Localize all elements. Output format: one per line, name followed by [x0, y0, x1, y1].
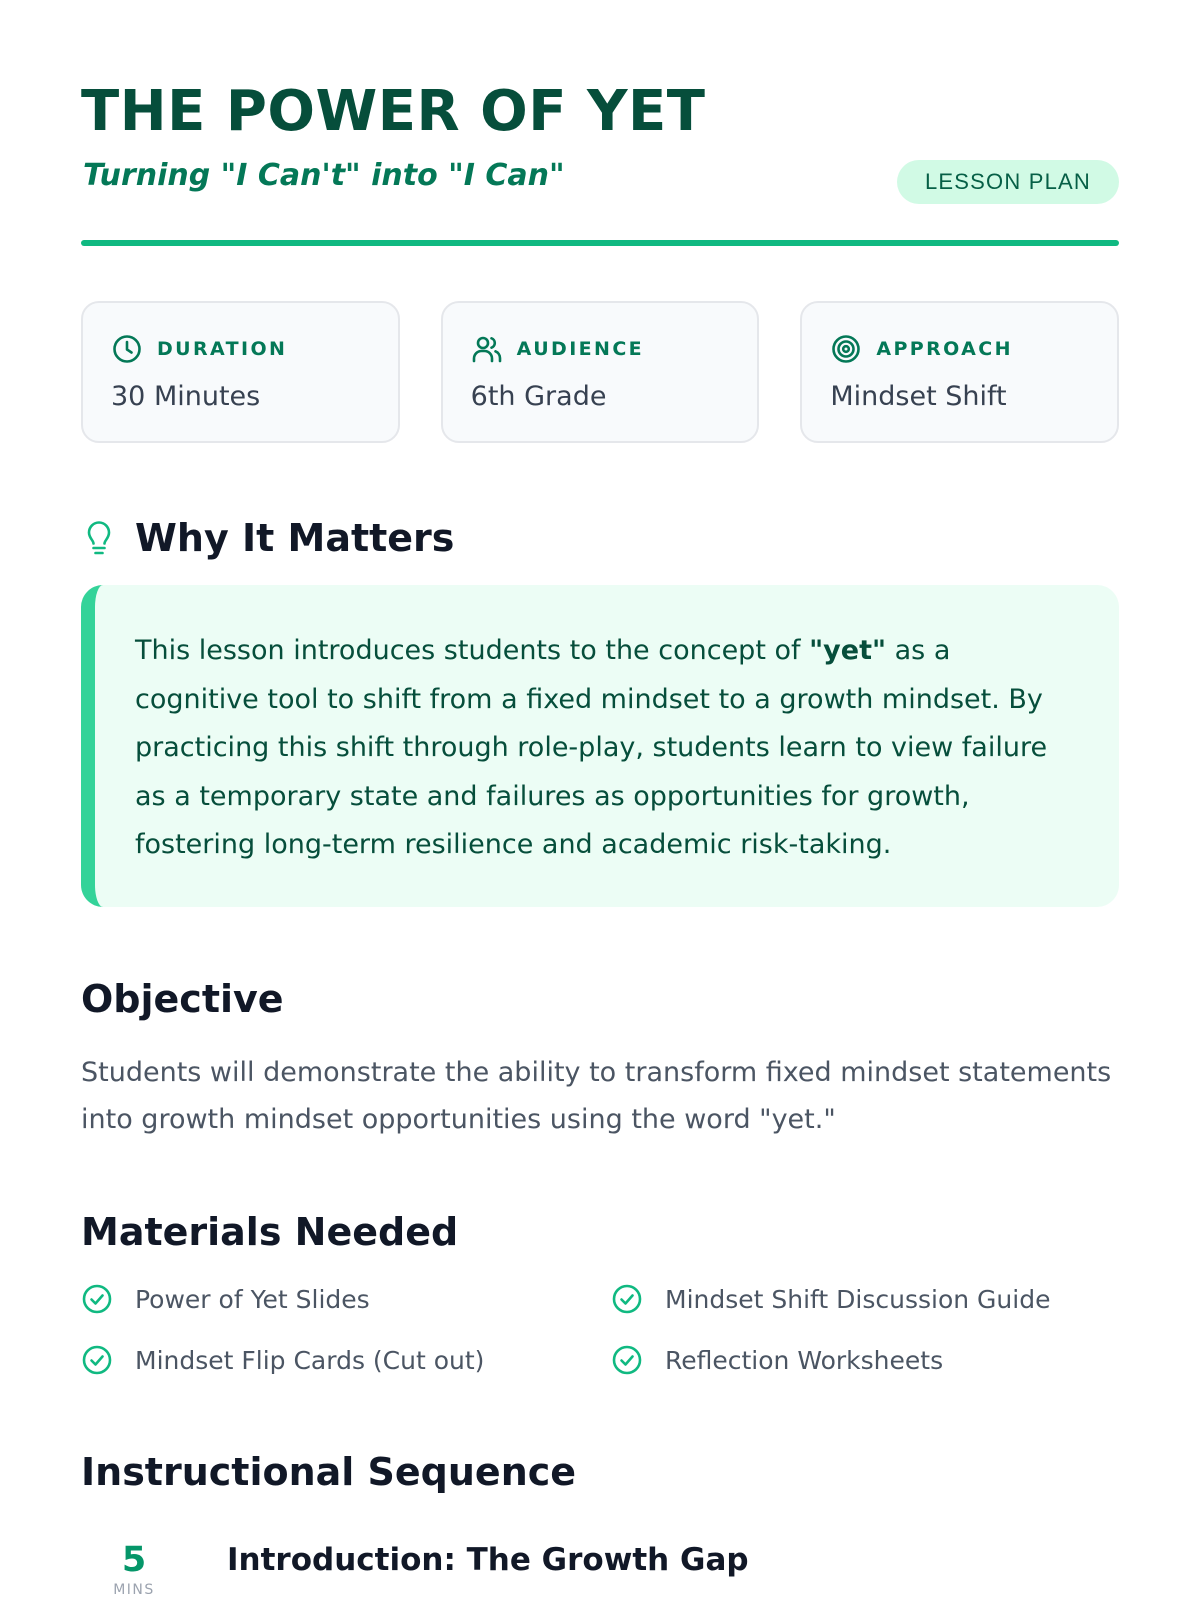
material-item [81, 1282, 611, 1316]
step-minutes: 5 [121, 1540, 147, 1580]
step-minutes-unit: MINS [113, 1582, 155, 1598]
materials-title: Materials Needed [81, 1210, 459, 1254]
objective-title: Objective [81, 977, 284, 1021]
sequence-step [81, 1540, 1119, 1600]
audience-card [441, 301, 760, 443]
audience-card-header [471, 331, 730, 367]
step-duration [81, 1540, 187, 1600]
approach-card-header [830, 331, 1089, 367]
step-title: Introduction: The Growth Gap [227, 1542, 749, 1578]
target-icon [830, 333, 862, 365]
why-it-matters-callout [81, 585, 1119, 907]
check-circle-icon [611, 1344, 643, 1376]
page-title: THE POWER OF YET [81, 79, 706, 144]
duration-card [81, 301, 400, 443]
page-subtitle: Turning "I Can't" into "I Can" [83, 158, 565, 193]
info-cards [81, 301, 1119, 443]
why-text-end: as a cognitive tool to shift from a fixed mindset to a growth mindset. By practicing this shift through role-play, students learn to view failure as a temporary state and failures as opportunities for growth, fostering long-term resilience and academic risk-taking. [135, 635, 1048, 860]
material-label: Mindset Shift Discussion Guide [665, 1284, 1051, 1314]
duration-card-header [111, 331, 370, 367]
material-label: Power of Yet Slides [135, 1284, 370, 1314]
approach-card [800, 301, 1119, 443]
audience-label: AUDIENCE [516, 338, 645, 360]
objective-text: Students will demonstrate the ability to transform fixed mindset statements into growth mindset opportunities using the word "yet." [81, 1057, 1112, 1135]
why-it-matters-heading [81, 510, 454, 566]
why-it-matters-title: Why It Matters [135, 516, 455, 560]
materials-list [81, 1282, 1119, 1377]
check-circle-icon [611, 1283, 643, 1315]
duration-label: DURATION [157, 338, 288, 360]
header-divider [81, 240, 1119, 246]
yet-emphasis: "yet" [809, 635, 887, 666]
clock-icon [111, 333, 143, 365]
material-item [81, 1343, 611, 1377]
sequence-title: Instructional Sequence [81, 1450, 577, 1494]
audience-value: 6th Grade [470, 381, 607, 412]
check-circle-icon [81, 1283, 113, 1315]
lesson-plan-badge: LESSON PLAN [897, 160, 1119, 204]
material-item [611, 1343, 1119, 1377]
material-label: Mindset Flip Cards (Cut out) [135, 1345, 485, 1375]
approach-label: APPROACH [876, 338, 1013, 360]
users-icon [471, 333, 503, 365]
lightbulb-icon [81, 518, 117, 558]
why-text-start: This lesson introduces students to the concept of [135, 635, 810, 666]
duration-value: 30 Minutes [111, 381, 261, 412]
why-it-matters-text [135, 627, 1079, 870]
material-label: Reflection Worksheets [665, 1345, 944, 1375]
material-item [611, 1282, 1119, 1316]
lesson-header [81, 0, 1119, 248]
check-circle-icon [81, 1344, 113, 1376]
approach-value: Mindset Shift [830, 381, 1007, 412]
